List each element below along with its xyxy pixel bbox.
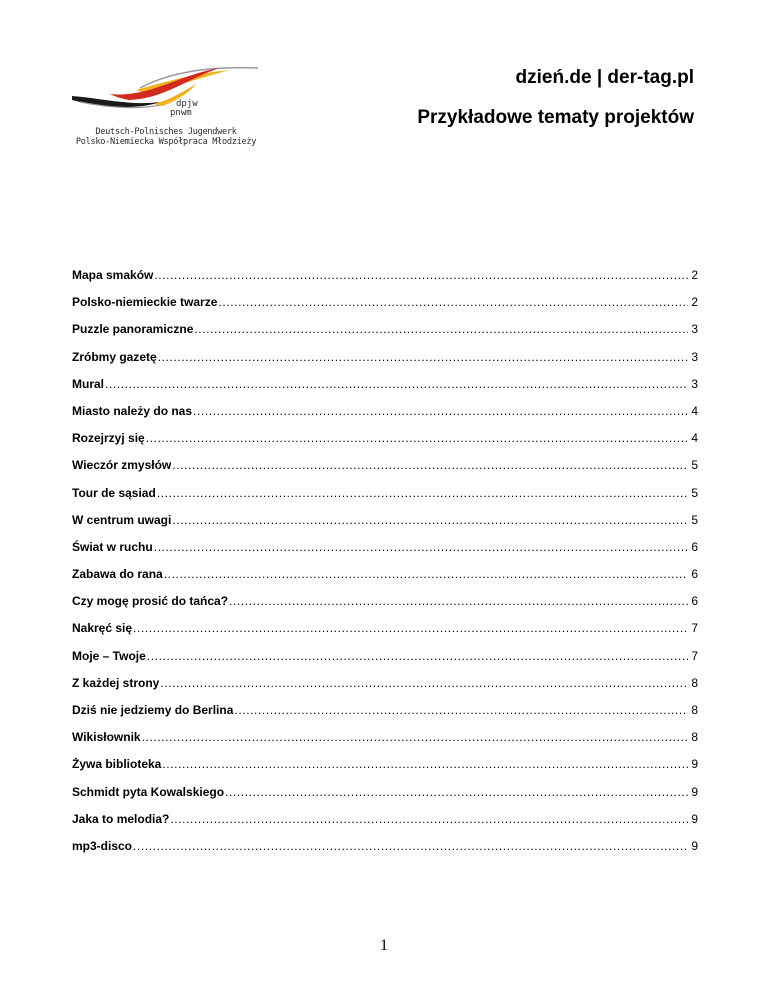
toc-entry-title[interactable]: Tour de sąsiad (72, 485, 156, 500)
toc-dot-leader (160, 676, 688, 690)
toc-entry-page[interactable]: 9 (691, 838, 698, 853)
toc-entry[interactable] (72, 431, 698, 458)
toc-dot-leader (225, 785, 688, 799)
toc-entry-title[interactable]: Z każdej strony (72, 675, 160, 690)
toc-entry-page[interactable]: 3 (691, 376, 698, 391)
toc-entry-title[interactable]: mp3-disco (72, 838, 133, 853)
toc-entry-page[interactable]: 6 (691, 594, 698, 609)
toc-entry[interactable] (72, 730, 698, 757)
toc-entry-title[interactable]: Rozejrzyj się (72, 431, 145, 446)
toc-entry[interactable] (72, 513, 698, 540)
toc-entry-title[interactable]: Zabawa do rana (72, 567, 163, 582)
toc-entry[interactable] (72, 703, 698, 730)
toc-entry[interactable] (72, 839, 698, 866)
toc-entry-title[interactable]: Świat w ruchu (72, 539, 153, 554)
toc-dot-leader (142, 730, 689, 744)
toc-entry-title[interactable]: Mural (72, 376, 105, 391)
toc-dot-leader (170, 812, 688, 826)
toc-dot-leader (172, 513, 688, 527)
toc-entry-page[interactable]: 8 (691, 675, 698, 690)
toc-entry-title[interactable]: Dziś nie jedziemy do Berlina (72, 703, 234, 717)
toc-entry-title[interactable]: Żywa biblioteka (72, 757, 162, 772)
page-number: 1 (380, 937, 388, 954)
toc-dot-leader (154, 540, 689, 554)
toc-dot-leader (234, 703, 688, 717)
toc-entry-page[interactable]: 2 (691, 295, 698, 310)
toc-entry-page[interactable]: 9 (691, 784, 698, 799)
toc-entry[interactable] (72, 567, 698, 594)
toc-dot-leader (105, 377, 688, 391)
toc-dot-leader (154, 268, 688, 282)
logo-abbr-bottom: pnwm (170, 108, 192, 118)
toc-entry[interactable] (72, 649, 698, 676)
logo-org-german: Deutsch-Polnisches Jugendwerk (95, 127, 237, 137)
toc-entry-title[interactable]: Mapa smaków (72, 268, 154, 282)
toc-dot-leader (146, 431, 689, 445)
toc-dot-leader (133, 621, 688, 635)
toc-entry[interactable] (72, 594, 698, 621)
toc-entry[interactable] (72, 404, 698, 431)
toc-dot-leader (218, 295, 688, 309)
toc-entry-title[interactable]: Zróbmy gazetę (72, 349, 157, 364)
toc-entry[interactable] (72, 621, 698, 648)
toc-dot-leader (164, 567, 689, 581)
toc-entry-page[interactable]: 8 (691, 730, 698, 745)
toc-entry-page[interactable]: 4 (691, 403, 698, 418)
toc-entry[interactable] (72, 812, 698, 839)
toc-entry-page[interactable]: 5 (691, 458, 698, 473)
logo-org-polish: Polsko-Niemiecka Współpraca Młodzieży (75, 137, 257, 147)
toc-entry-page[interactable]: 7 (691, 648, 698, 663)
toc-entry-title[interactable]: Miasto należy do nas (72, 403, 193, 418)
toc-entry[interactable] (72, 540, 698, 567)
toc-entry-page[interactable]: 5 (691, 512, 698, 527)
toc-entry-title[interactable]: Moje – Twoje (72, 648, 146, 663)
toc-entry[interactable] (72, 486, 698, 513)
toc-entry[interactable] (72, 322, 698, 349)
toc-entry-page[interactable]: 4 (691, 431, 698, 446)
toc-entry[interactable] (72, 757, 698, 784)
toc-entry-page[interactable]: 3 (691, 322, 698, 337)
toc-entry-title[interactable]: Wikisłownik (72, 730, 141, 745)
logo-swoosh-icon (70, 64, 262, 124)
toc-entry-page[interactable]: 9 (691, 811, 698, 826)
header-subtitle: Przykładowe tematy projektów (417, 107, 694, 128)
toc-entry-title[interactable]: W centrum uwagi (72, 512, 172, 527)
toc-dot-leader (162, 757, 688, 771)
toc-dot-leader (193, 404, 688, 418)
toc-entry-title[interactable]: Schmidt pyta Kowalskiego (72, 784, 225, 799)
toc-entry[interactable] (72, 350, 698, 377)
toc-dot-leader (133, 839, 688, 853)
toc-entry-title[interactable]: Polsko-niemieckie twarze (72, 295, 218, 310)
toc-entry-title[interactable]: Nakręć się (72, 621, 133, 636)
toc-entry[interactable] (72, 295, 698, 322)
toc-entry-title[interactable]: Wieczór zmysłów (72, 458, 172, 473)
toc-entry[interactable] (72, 458, 698, 485)
toc-entry-page[interactable]: 6 (691, 567, 698, 582)
logo-abbr-top: dpjw (176, 99, 198, 109)
toc-dot-leader (147, 649, 689, 663)
toc-entry-title[interactable]: Jaka to melodia? (72, 811, 170, 826)
dpjw-logo (70, 64, 262, 150)
toc-entry-page[interactable]: 7 (691, 621, 698, 636)
toc-dot-leader (229, 594, 688, 608)
toc-entry[interactable] (72, 377, 698, 404)
header-title: dzień.de | der-tag.pl (515, 67, 694, 88)
table-of-contents (72, 268, 698, 866)
toc-entry[interactable] (72, 676, 698, 703)
toc-entry-page[interactable]: 9 (691, 757, 698, 772)
toc-entry-page[interactable]: 2 (691, 268, 698, 282)
toc-dot-leader (158, 350, 689, 364)
toc-entry-page[interactable]: 8 (691, 703, 698, 717)
toc-entry-page[interactable]: 6 (691, 539, 698, 554)
toc-entry-page[interactable]: 3 (691, 349, 698, 364)
toc-entry[interactable] (72, 268, 698, 295)
toc-dot-leader (194, 322, 688, 336)
toc-entry-page[interactable]: 5 (691, 485, 698, 500)
toc-dot-leader (172, 458, 688, 472)
toc-entry-title[interactable]: Czy mogę prosić do tańca? (72, 594, 229, 609)
toc-entry-title[interactable]: Puzzle panoramiczne (72, 322, 194, 337)
toc-dot-leader (157, 486, 689, 500)
toc-entry[interactable] (72, 785, 698, 812)
